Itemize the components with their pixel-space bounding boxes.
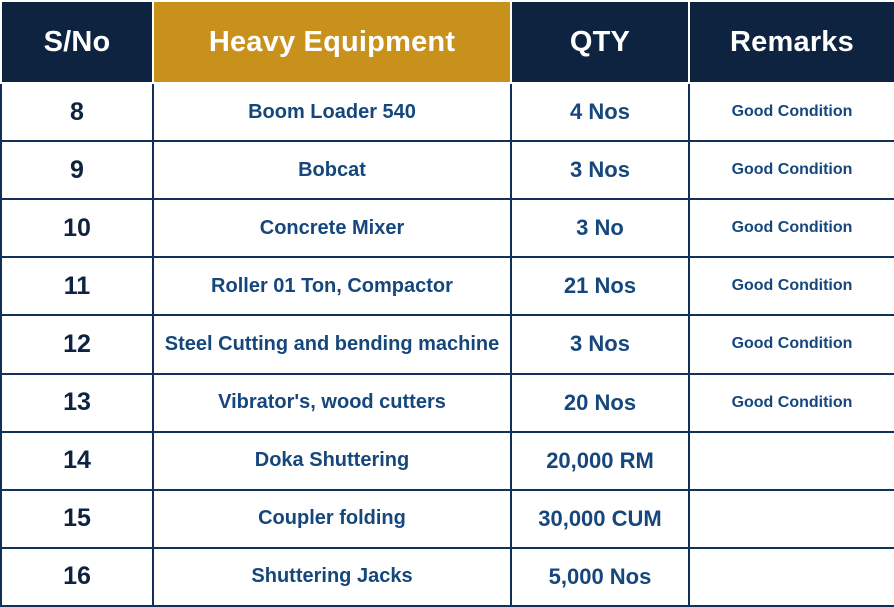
cell-name: Vibrator's, wood cutters xyxy=(153,374,511,432)
column-header-sno: S/No xyxy=(1,1,153,83)
cell-sno: 14 xyxy=(1,432,153,490)
cell-remarks: Good Condition xyxy=(689,199,894,257)
column-header-name: Heavy Equipment xyxy=(153,1,511,83)
cell-sno: 16 xyxy=(1,548,153,606)
table-row xyxy=(1,257,894,315)
cell-name: Boom Loader 540 xyxy=(153,83,511,141)
cell-qty: 4 Nos xyxy=(511,83,689,141)
cell-sno: 9 xyxy=(1,141,153,199)
cell-sno: 11 xyxy=(1,257,153,315)
table-row xyxy=(1,432,894,490)
cell-qty: 3 Nos xyxy=(511,315,689,373)
cell-remarks: Good Condition xyxy=(689,374,894,432)
table-row xyxy=(1,548,894,606)
cell-name: Doka Shuttering xyxy=(153,432,511,490)
cell-remarks xyxy=(689,548,894,606)
cell-qty: 5,000 Nos xyxy=(511,548,689,606)
cell-remarks: Good Condition xyxy=(689,315,894,373)
table-body xyxy=(1,83,894,606)
table-row xyxy=(1,374,894,432)
cell-remarks: Good Condition xyxy=(689,83,894,141)
cell-name: Roller 01 Ton, Compactor xyxy=(153,257,511,315)
cell-name: Bobcat xyxy=(153,141,511,199)
cell-qty: 20,000 RM xyxy=(511,432,689,490)
table-row xyxy=(1,199,894,257)
cell-name: Concrete Mixer xyxy=(153,199,511,257)
cell-remarks xyxy=(689,432,894,490)
cell-sno: 13 xyxy=(1,374,153,432)
table-header xyxy=(1,1,894,83)
cell-qty: 20 Nos xyxy=(511,374,689,432)
column-header-remarks: Remarks xyxy=(689,1,894,83)
cell-name: Shuttering Jacks xyxy=(153,548,511,606)
cell-sno: 8 xyxy=(1,83,153,141)
column-header-qty: QTY xyxy=(511,1,689,83)
cell-qty: 21 Nos xyxy=(511,257,689,315)
cell-remarks xyxy=(689,490,894,548)
cell-qty: 30,000 CUM xyxy=(511,490,689,548)
table-header-row xyxy=(1,1,894,83)
cell-name: Coupler folding xyxy=(153,490,511,548)
table-row xyxy=(1,490,894,548)
cell-remarks: Good Condition xyxy=(689,257,894,315)
cell-qty: 3 No xyxy=(511,199,689,257)
cell-remarks: Good Condition xyxy=(689,141,894,199)
cell-sno: 15 xyxy=(1,490,153,548)
table-row xyxy=(1,83,894,141)
table-row xyxy=(1,315,894,373)
cell-name: Steel Cutting and bending machine xyxy=(153,315,511,373)
cell-sno: 12 xyxy=(1,315,153,373)
cell-qty: 3 Nos xyxy=(511,141,689,199)
table-row xyxy=(1,141,894,199)
cell-sno: 10 xyxy=(1,199,153,257)
